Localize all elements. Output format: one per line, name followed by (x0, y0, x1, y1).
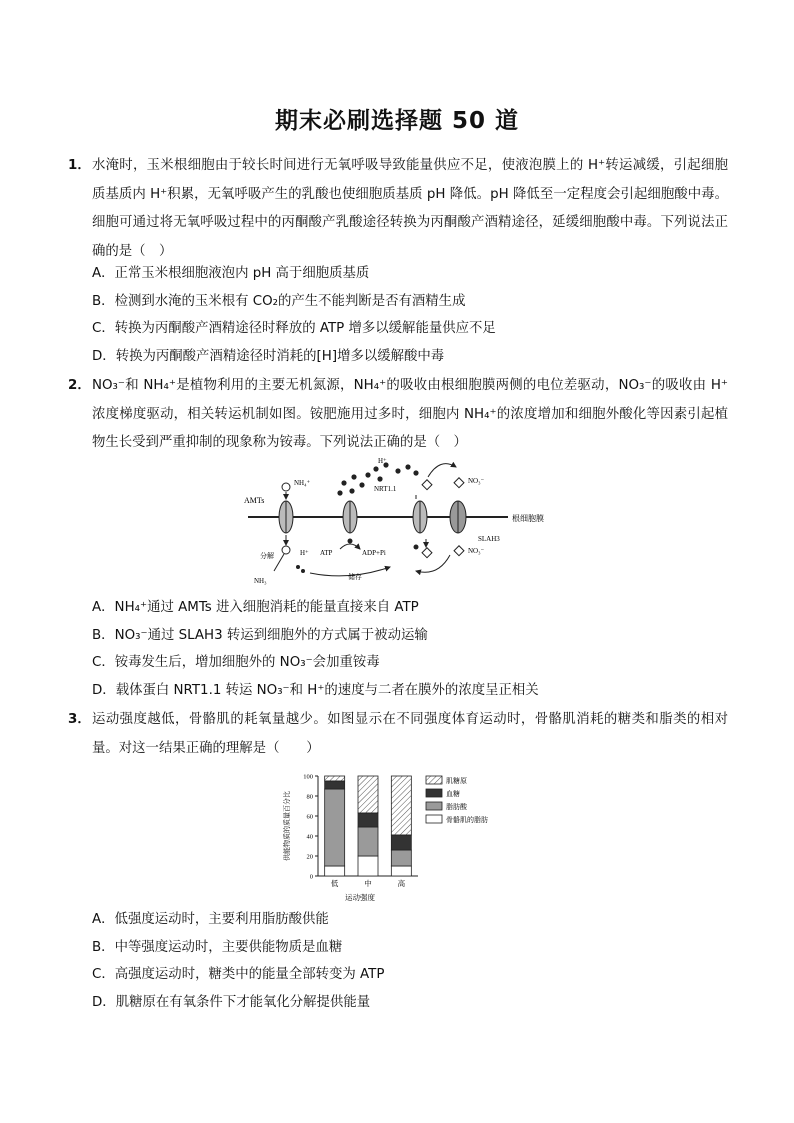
legend-label: 脂肪酸 (446, 803, 467, 811)
option-d[interactable]: D．载体蛋白 NRT1.1 转运 NO₃⁻和 H⁺的速度与二者在膜外的浓度呈正相关 (92, 683, 539, 698)
atp-label: ATP (320, 549, 333, 557)
nh4-out-molecule (282, 483, 290, 491)
legend-label: 骨骼肌的脂肪 (446, 816, 488, 824)
energy-source-chart (280, 768, 510, 904)
bar-segment (358, 776, 378, 813)
question-stem: NO₃⁻和 NH₄⁺是植物利用的主要无机氮源，NH₄⁺的吸收由根细胞膜两侧的电位差驱动，NO₃⁻的吸收由 H⁺浓度梯度驱动，相关转运机制如图。铵肥施用过多时，细胞内 NH₄⁺的浓度增加和细胞外酸化等因素引起植物生长受到严重抑制的现象称为铵毒。下列说法正确的是（ ） (92, 378, 728, 450)
legend-swatch (426, 815, 442, 823)
transport-diagram (240, 455, 560, 585)
bar-segment (325, 776, 345, 781)
option-a[interactable]: A．NH₄⁺通过 AMTs 进入细胞消耗的能量直接来自 ATP (92, 600, 419, 615)
x-tick-label: 高 (397, 879, 406, 888)
question-stem: 水淹时，玉米根细胞由于较长时间进行无氧呼吸导致能量供应不足，使液泡膜上的 H⁺转运减缓，引起细胞质基质内 H⁺积累，无氧呼吸产生的乳酸也使细胞质基质 pH 降低。pH 降低至一定程度会引起细胞酸中毒。细胞可通过将无氧呼吸过程中的丙酮酸产乳酸途径转换为丙酮酸产酒精途径，延缓细胞酸中毒。下列说法正确的是（ ） (92, 158, 728, 259)
slah3-channel (450, 501, 466, 533)
bar-segment (391, 850, 411, 866)
option-b[interactable]: B．检测到水淹的玉米根有 CO₂的产生不能判断是否有酒精生成 (92, 294, 466, 309)
option-a[interactable]: A．低强度运动时，主要利用脂肪酸供能 (92, 912, 329, 927)
option-c[interactable]: C．转换为丙酮酸产酒精途径时释放的 ATP 增多以缓解能量供应不足 (92, 321, 496, 336)
question-number: 2． (68, 378, 91, 393)
bar-segment (325, 866, 345, 876)
question-number: 3． (68, 712, 91, 727)
amts-label: AMTs (244, 496, 265, 505)
nh4-out-label: NH₄⁺ (294, 479, 311, 487)
question-3 (68, 706, 728, 763)
nh3-label: NH₃ (254, 577, 267, 585)
bar-segment (358, 827, 378, 856)
bar-segment (325, 789, 345, 866)
nrt-transporter (413, 501, 427, 533)
adp-label: ADP+Pi (362, 549, 386, 557)
page-title: 期末必刷选择题 50 道 (274, 108, 520, 134)
bar-segment (391, 776, 411, 835)
h-top-label: H⁺ (378, 457, 387, 465)
legend-swatch (426, 802, 442, 810)
proton-pump (343, 501, 357, 533)
y-tick-label: 60 (306, 813, 313, 821)
y-tick-label: 80 (306, 793, 313, 801)
bar-segment (391, 835, 411, 850)
legend-swatch (426, 776, 442, 784)
y-tick-label: 0 (309, 873, 313, 881)
bar-segment (358, 813, 378, 827)
legend-swatch (426, 789, 442, 797)
x-tick-label: 中 (364, 879, 372, 888)
slah3-label: SLAH3 (478, 535, 500, 543)
option-c[interactable]: C．铵毒发生后，增加细胞外的 NO₃⁻会加重铵毒 (92, 655, 380, 670)
option-b[interactable]: B．中等强度运动时，主要供能物质是血糖 (92, 940, 343, 955)
legend-label: 肌糖原 (446, 777, 467, 785)
question-number: 1． (68, 158, 91, 173)
h-in-label: H⁺ (300, 549, 309, 557)
y-axis-label: 供能物质的质量百分比 (283, 791, 291, 861)
bar-segment (391, 866, 411, 876)
y-tick-label: 100 (303, 773, 313, 781)
bar-segment (325, 781, 345, 789)
membrane-label: 根细胞膜 (512, 514, 544, 523)
question-stem: 运动强度越低，骨骼肌的耗氧量越少。如图显示在不同强度体育运动时，骨骼肌消耗的糖类和脂类的相对量。对这一结果正确的理解是（ ） (92, 712, 728, 756)
option-d[interactable]: D．肌糖原在有氧条件下才能氧化分解提供能量 (92, 995, 371, 1010)
legend-label: 血糖 (446, 790, 460, 798)
question-2 (68, 372, 728, 458)
option-b[interactable]: B．NO₃⁻通过 SLAH3 转运到细胞外的方式属于被动运输 (92, 628, 428, 643)
nrt-label: NRT1.1 (374, 485, 397, 493)
option-a[interactable]: A．正常玉米根细胞液泡内 pH 高于细胞质基质 (92, 266, 370, 281)
option-c[interactable]: C．高强度运动时，糖类中的能量全部转变为 ATP (92, 967, 385, 982)
fenjie-label: 分解 (260, 552, 274, 560)
chucun-label: 储存 (348, 573, 362, 581)
amts-channel (279, 501, 293, 533)
option-d[interactable]: D．转换为丙酮酸产酒精途径时消耗的[H]增多以缓解酸中毒 (92, 349, 445, 364)
no3-top-label: NO₃⁻ (468, 477, 485, 485)
question-1 (68, 152, 728, 266)
bar-segment (358, 856, 378, 876)
y-tick-label: 20 (306, 853, 313, 861)
no3-bottom-label: NO₃⁻ (468, 547, 485, 555)
x-axis-label: 运动强度 (345, 893, 375, 902)
x-tick-label: 低 (330, 879, 339, 888)
y-tick-label: 40 (306, 833, 313, 841)
